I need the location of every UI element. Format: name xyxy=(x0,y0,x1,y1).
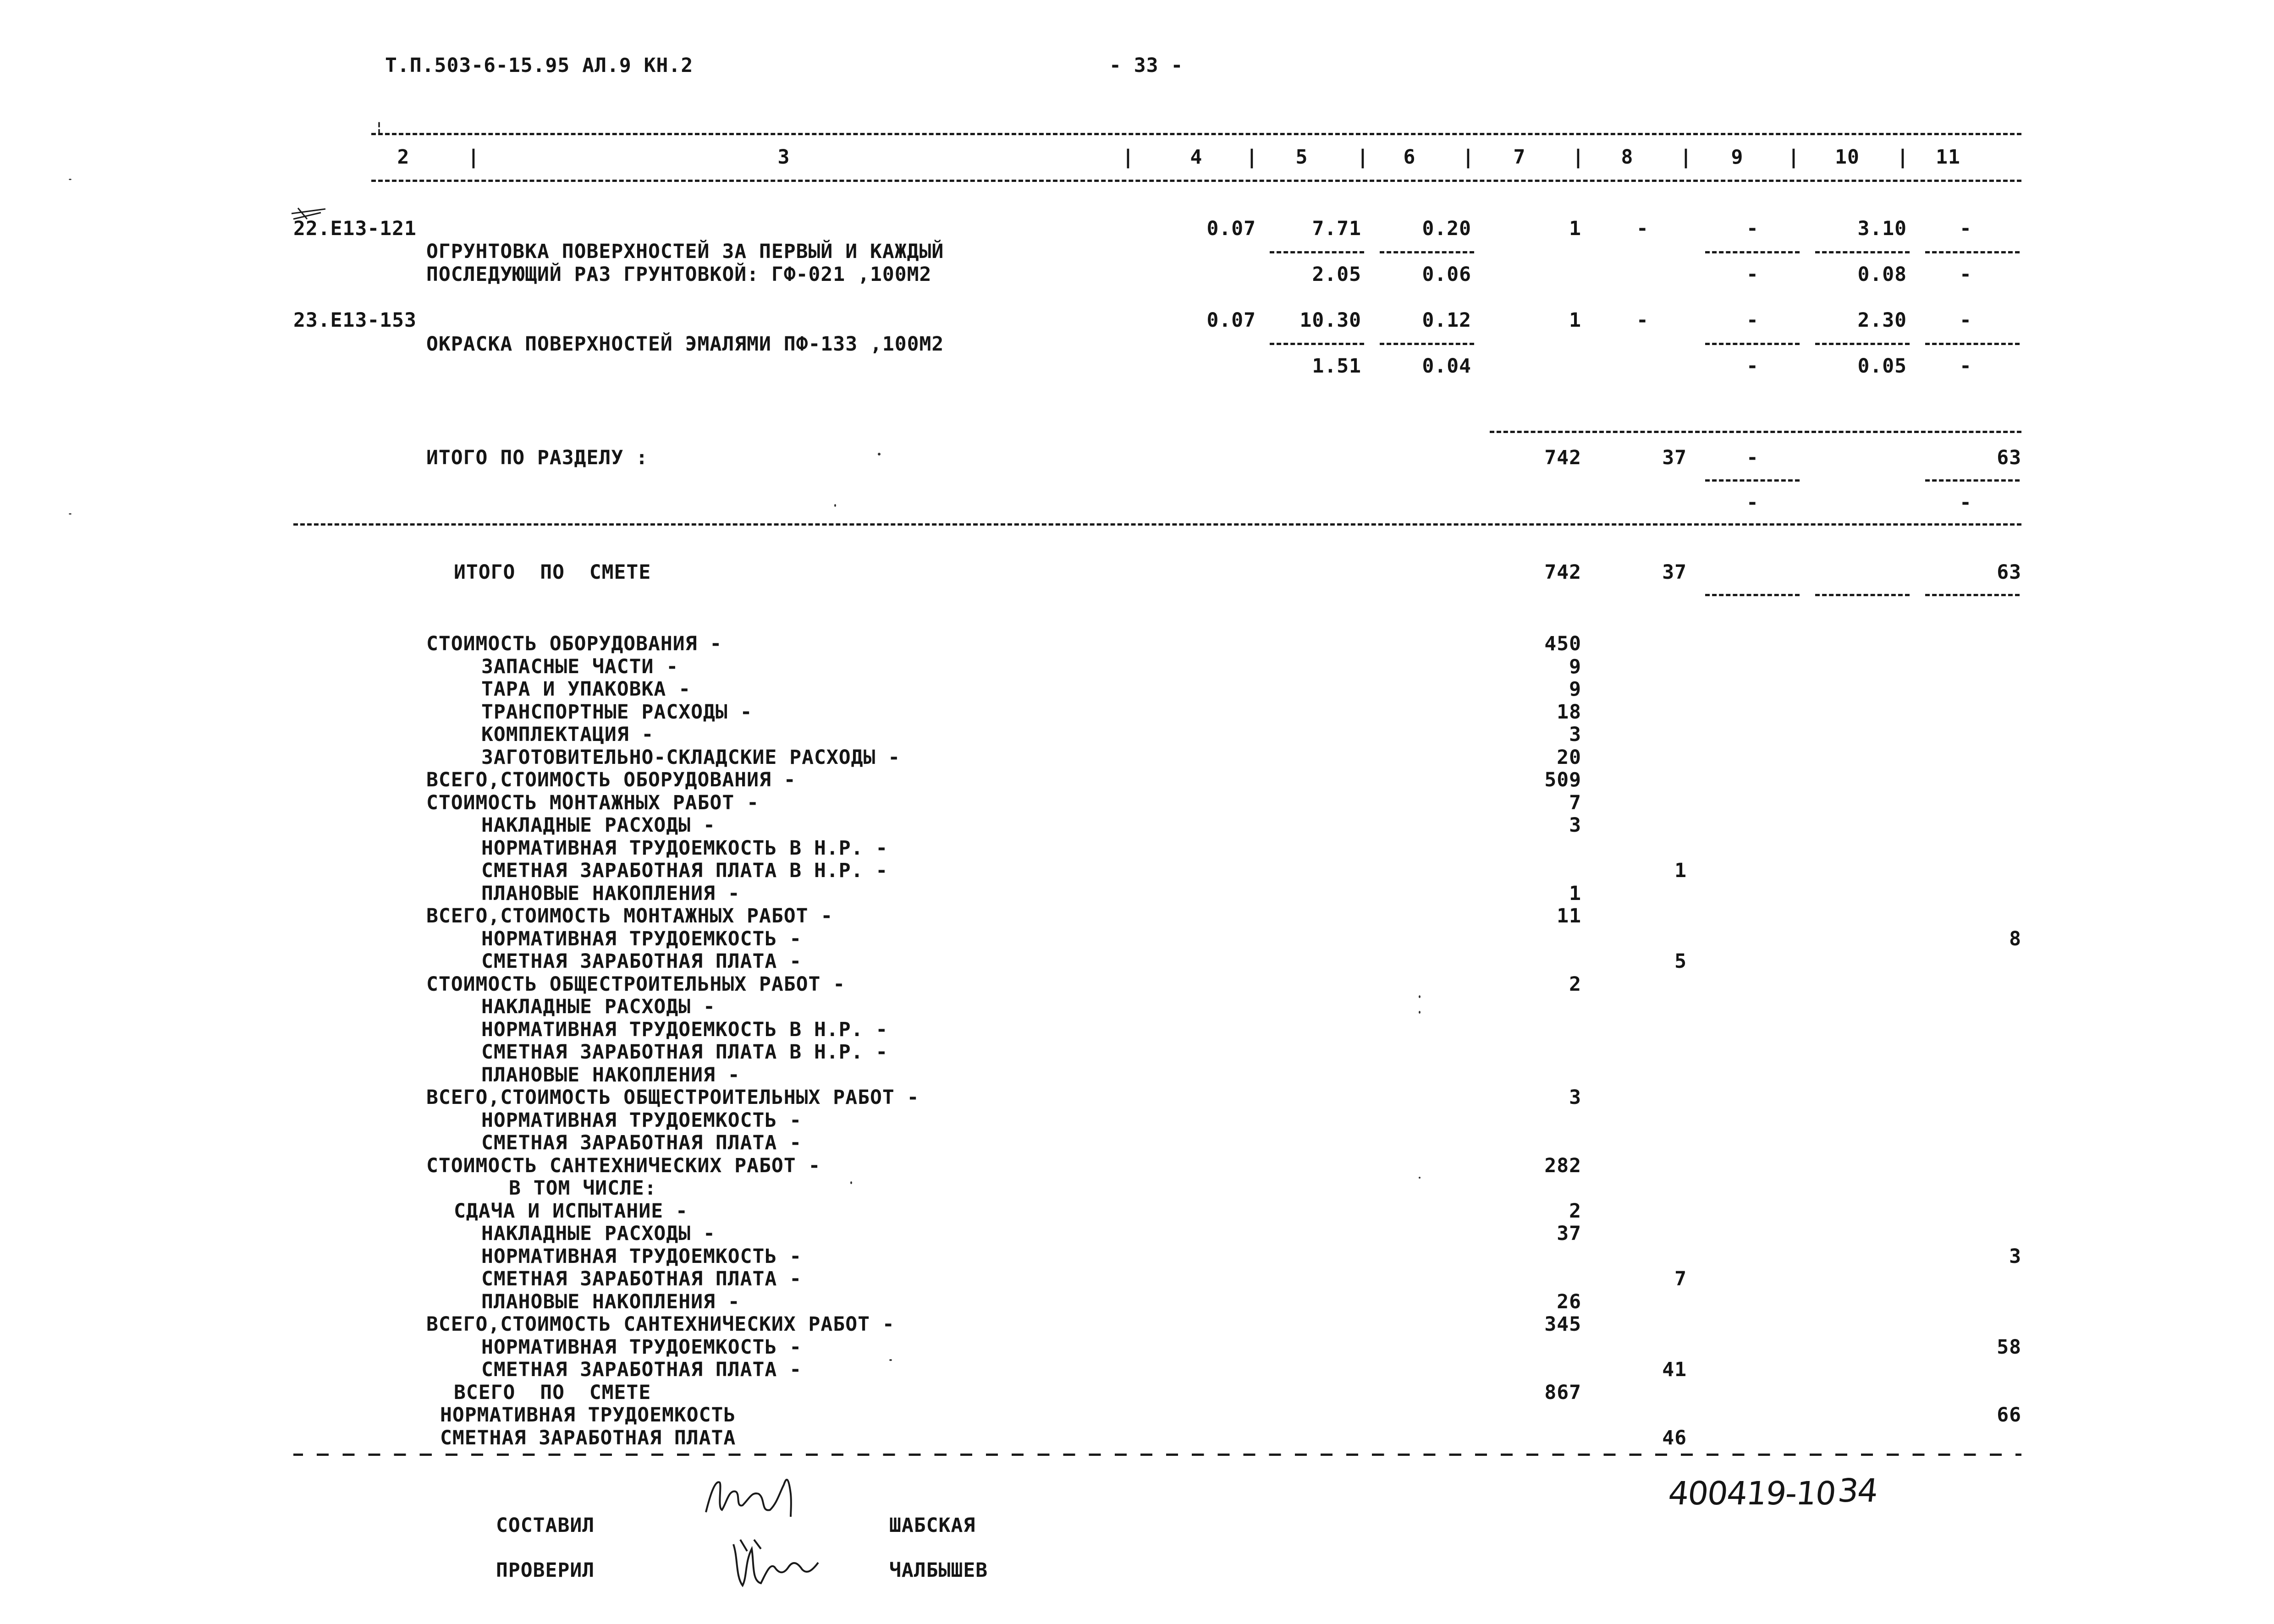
column-header-3: 3 xyxy=(777,146,790,169)
compiled-by-label: СОСТАВИЛ xyxy=(496,1514,595,1537)
column-header-9: 9 xyxy=(1731,146,1744,169)
column-divider-9-10: | xyxy=(1788,146,1800,169)
estimate-total-col7: 742 xyxy=(1544,561,1581,584)
summary-label: КОМПЛЕКТАЦИЯ - xyxy=(481,723,654,746)
checked-by-name: ЧАЛБЫШЕВ xyxy=(889,1559,988,1582)
scan-speck xyxy=(69,513,72,515)
item-col11-sub: - xyxy=(1960,263,1972,286)
summary-label: НОРМАТИВНАЯ ТРУДОЕМКОСТЬ В Н.Р. - xyxy=(481,837,888,860)
summary-label: СМЕТНАЯ ЗАРАБОТНАЯ ПЛАТА В Н.Р. - xyxy=(481,1041,888,1064)
summary-label: СТОИМОСТЬ МОНТАЖНЫХ РАБОТ - xyxy=(426,791,759,814)
sub-rule xyxy=(1270,343,1364,345)
summary-value-col7: 2 xyxy=(1569,973,1581,996)
table-top-rule xyxy=(371,133,2021,135)
summary-value-col7: 867 xyxy=(1544,1381,1581,1404)
summary-value-col8: 41 xyxy=(1662,1358,1687,1381)
column-header-4: 4 xyxy=(1190,146,1203,169)
estimate-total-col11: 63 xyxy=(1997,561,2021,584)
column-divider-8-9: | xyxy=(1680,146,1692,169)
section-total-label: ИТОГО ПО РАЗДЕЛУ : xyxy=(426,446,648,469)
summary-value-col7: 345 xyxy=(1544,1313,1581,1336)
stamp-number: 400419-10 xyxy=(1666,1475,1837,1512)
column-header-5: 5 xyxy=(1295,146,1308,169)
sub-rule xyxy=(1925,343,2020,345)
summary-label: СТОИМОСТЬ ОБОРУДОВАНИЯ - xyxy=(426,632,722,655)
item-description: ОГРУНТОВКА ПОВЕРХНОСТЕЙ ЗА ПЕРВЫЙ И КАЖДЫЙ xyxy=(426,240,944,263)
item-description: ОКРАСКА ПОВЕРХНОСТЕЙ ЭМАЛЯМИ ПФ-133 ,100М2 xyxy=(426,333,944,356)
column-divider-5-6: | xyxy=(1357,146,1369,169)
section-total-col9-sub: - xyxy=(1746,491,1759,514)
summary-value-col7: 3 xyxy=(1569,814,1581,837)
sub-rule xyxy=(1815,251,1910,253)
section-total-col11-sub: - xyxy=(1960,491,1972,514)
item-col6-sub: 0.04 xyxy=(1422,355,1471,378)
table-header-rule xyxy=(371,180,2021,182)
summary-value-col11: 58 xyxy=(1997,1336,2021,1359)
sub-rule xyxy=(1705,479,1800,482)
summary-value-col8: 5 xyxy=(1674,950,1687,973)
item-col5-sub: 1.51 xyxy=(1312,355,1361,378)
column-divider-6-7: | xyxy=(1462,146,1475,169)
item-col11: - xyxy=(1960,309,1972,332)
summary-label: ПЛАНОВЫЕ НАКОПЛЕНИЯ - xyxy=(481,1290,740,1313)
summary-value-col7: 9 xyxy=(1569,678,1581,701)
summary-value-col7: 26 xyxy=(1557,1290,1581,1313)
summary-value-col7: 7 xyxy=(1569,791,1581,814)
summary-label: В ТОМ ЧИСЛЕ: xyxy=(509,1177,657,1200)
summary-value-col7: 3 xyxy=(1569,1086,1581,1109)
stamp-page: 34 xyxy=(1836,1472,1879,1509)
item-col5: 7.71 xyxy=(1312,217,1361,240)
summary-label: ЗАПАСНЫЕ ЧАСТИ - xyxy=(481,655,679,678)
item-col9-sub: - xyxy=(1746,263,1759,286)
scan-speck xyxy=(850,1181,852,1184)
item-col8: - xyxy=(1636,309,1649,332)
column-header-6: 6 xyxy=(1403,146,1416,169)
sub-rule xyxy=(1925,479,2020,482)
summary-label: СМЕТНАЯ ЗАРАБОТНАЯ ПЛАТА - xyxy=(481,950,802,973)
scan-speck xyxy=(1419,995,1421,998)
section-total-col8: 37 xyxy=(1662,446,1687,469)
sub-rule xyxy=(1705,594,1800,596)
summary-label: СМЕТНАЯ ЗАРАБОТНАЯ ПЛАТА - xyxy=(481,1267,802,1290)
column-divider-3-4: | xyxy=(1122,146,1134,169)
sub-rule xyxy=(1815,343,1910,345)
scan-speck xyxy=(889,1359,892,1361)
sub-rule xyxy=(1925,251,2020,253)
summary-label: НОРМАТИВНАЯ ТРУДОЕМКОСТЬ В Н.Р. - xyxy=(481,1018,888,1041)
summary-value-col7: 11 xyxy=(1557,905,1581,927)
summary-value-col11: 8 xyxy=(2009,927,2021,950)
item-col10-sub: 0.08 xyxy=(1857,263,1907,286)
scan-speck xyxy=(878,453,881,455)
summary-value-col7: 18 xyxy=(1557,701,1581,724)
item-col10: 3.10 xyxy=(1857,217,1907,240)
estimate-total-label: ИТОГО ПО СМЕТЕ xyxy=(454,561,651,584)
item-col9-sub: - xyxy=(1746,355,1759,378)
summary-label: ВСЕГО,СТОИМОСТЬ ОБОРУДОВАНИЯ - xyxy=(426,768,796,791)
summary-value-col8: 46 xyxy=(1662,1426,1687,1449)
scan-speck xyxy=(1419,1011,1421,1014)
top-left-mark: ¦ xyxy=(375,120,384,136)
summary-label: ВСЕГО,СТОИМОСТЬ МОНТАЖНЫХ РАБОТ - xyxy=(426,905,833,927)
footer-rule xyxy=(293,1454,2021,1456)
sub-rule xyxy=(1815,594,1910,596)
section-total-col11: 63 xyxy=(1997,446,2021,469)
summary-value-col7: 282 xyxy=(1544,1154,1581,1177)
scan-speck xyxy=(69,179,72,180)
section-total-rule xyxy=(1490,431,2021,433)
summary-value-col8: 7 xyxy=(1674,1267,1687,1290)
summary-label: СТОИМОСТЬ САНТЕХНИЧЕСКИХ РАБОТ - xyxy=(426,1154,821,1177)
sub-rule xyxy=(1270,251,1364,253)
column-divider-4-5: | xyxy=(1246,146,1258,169)
section-total-col9: - xyxy=(1746,446,1759,469)
summary-value-col8: 1 xyxy=(1674,859,1687,882)
item-col6-sub: 0.06 xyxy=(1422,263,1471,286)
item-col5: 10.30 xyxy=(1299,309,1361,332)
summary-label: НАКЛАДНЫЕ РАСХОДЫ - xyxy=(481,1222,716,1245)
summary-label: ВСЕГО ПО СМЕТЕ xyxy=(454,1381,651,1404)
compiled-signature xyxy=(697,1466,807,1526)
checked-by-label: ПРОВЕРИЛ xyxy=(496,1559,595,1582)
summary-value-col7: 509 xyxy=(1544,768,1581,791)
item-col9: - xyxy=(1746,309,1759,332)
compiled-by-name: ШАБСКАЯ xyxy=(889,1514,976,1537)
summary-value-col7: 3 xyxy=(1569,723,1581,746)
summary-label: СМЕТНАЯ ЗАРАБОТНАЯ ПЛАТА В Н.Р. - xyxy=(481,859,888,882)
scan-speck xyxy=(1419,1177,1421,1179)
summary-label: СТОИМОСТЬ ОБЩЕСТРОИТЕЛЬНЫХ РАБОТ - xyxy=(426,973,846,996)
item-col4: 0.07 xyxy=(1206,217,1256,240)
sub-rule xyxy=(1380,343,1474,345)
item-col9: - xyxy=(1746,217,1759,240)
summary-value-col7: 37 xyxy=(1557,1222,1581,1245)
summary-label: НОРМАТИВНАЯ ТРУДОЕМКОСТЬ xyxy=(440,1404,736,1426)
column-header-7: 7 xyxy=(1513,146,1526,169)
sub-rule xyxy=(1380,251,1474,253)
page-number: - 33 - xyxy=(1109,54,1184,77)
summary-label: НАКЛАДНЫЕ РАСХОДЫ - xyxy=(481,814,716,837)
summary-value-col7: 2 xyxy=(1569,1200,1581,1223)
summary-value-col11: 66 xyxy=(1997,1404,2021,1426)
column-header-8: 8 xyxy=(1621,146,1634,169)
column-header-11: 11 xyxy=(1936,146,1960,169)
item-col10-sub: 0.05 xyxy=(1857,355,1907,378)
item-description: ПОСЛЕДУЮЩИЙ РАЗ ГРУНТОВКОЙ: ГФ-021 ,100М2 xyxy=(426,263,932,286)
item-col11-sub: - xyxy=(1960,355,1972,378)
item-col6: 0.20 xyxy=(1422,217,1471,240)
summary-label: СДАЧА И ИСПЫТАНИЕ - xyxy=(454,1200,688,1223)
summary-label: СМЕТНАЯ ЗАРАБОТНАЯ ПЛАТА - xyxy=(481,1358,802,1381)
column-divider-2-3: | xyxy=(468,146,480,169)
column-divider-7-8: | xyxy=(1572,146,1585,169)
summary-label: СМЕТНАЯ ЗАРАБОТНАЯ ПЛАТА - xyxy=(481,1131,802,1154)
column-divider-10-11: | xyxy=(1897,146,1909,169)
summary-label: НОРМАТИВНАЯ ТРУДОЕМКОСТЬ - xyxy=(481,1336,802,1359)
item-col10: 2.30 xyxy=(1857,309,1907,332)
scan-speck xyxy=(834,504,836,507)
summary-label: ЗАГОТОВИТЕЛЬНО-СКЛАДСКИЕ РАСХОДЫ - xyxy=(481,746,901,769)
section-total-col7: 742 xyxy=(1544,446,1581,469)
sub-rule xyxy=(1705,343,1800,345)
item-code: 22.Е13-121 xyxy=(293,217,417,240)
summary-label: ТАРА И УПАКОВКА - xyxy=(481,678,691,701)
item-col5-sub: 2.05 xyxy=(1312,263,1361,286)
section-separator-rule xyxy=(293,523,2021,526)
document-code: Т.П.503-6-15.95 АЛ.9 КН.2 xyxy=(385,54,694,77)
summary-label: СМЕТНАЯ ЗАРАБОТНАЯ ПЛАТА xyxy=(440,1426,736,1449)
summary-value-col11: 3 xyxy=(2009,1245,2021,1268)
summary-label: НОРМАТИВНАЯ ТРУДОЕМКОСТЬ - xyxy=(481,1109,802,1132)
sub-rule xyxy=(1925,594,2020,596)
item-col7: 1 xyxy=(1569,309,1581,332)
checked-signature xyxy=(720,1531,825,1595)
summary-value-col7: 9 xyxy=(1569,655,1581,678)
item-code: 23.Е13-153 xyxy=(293,309,417,332)
summary-label: ПЛАНОВЫЕ НАКОПЛЕНИЯ - xyxy=(481,1064,740,1086)
summary-label: ВСЕГО,СТОИМОСТЬ ОБЩЕСТРОИТЕЛЬНЫХ РАБОТ - xyxy=(426,1086,920,1109)
summary-label: ВСЕГО,СТОИМОСТЬ САНТЕХНИЧЕСКИХ РАБОТ - xyxy=(426,1313,895,1336)
summary-label: ПЛАНОВЫЕ НАКОПЛЕНИЯ - xyxy=(481,882,740,905)
column-header-2: 2 xyxy=(397,146,410,169)
summary-label: НАКЛАДНЫЕ РАСХОДЫ - xyxy=(481,995,716,1018)
summary-value-col7: 20 xyxy=(1557,746,1581,769)
sub-rule xyxy=(1705,251,1800,253)
summary-label: ТРАНСПОРТНЫЕ РАСХОДЫ - xyxy=(481,701,753,724)
item-col8: - xyxy=(1636,217,1649,240)
summary-value-col7: 1 xyxy=(1569,882,1581,905)
summary-value-col7: 450 xyxy=(1544,632,1581,655)
column-header-10: 10 xyxy=(1835,146,1860,169)
summary-label: НОРМАТИВНАЯ ТРУДОЕМКОСТЬ - xyxy=(481,927,802,950)
summary-label: НОРМАТИВНАЯ ТРУДОЕМКОСТЬ - xyxy=(481,1245,802,1268)
item-col4: 0.07 xyxy=(1206,309,1256,332)
item-col7: 1 xyxy=(1569,217,1581,240)
item-col11: - xyxy=(1960,217,1972,240)
estimate-total-col8: 37 xyxy=(1662,561,1687,584)
item-col6: 0.12 xyxy=(1422,309,1471,332)
